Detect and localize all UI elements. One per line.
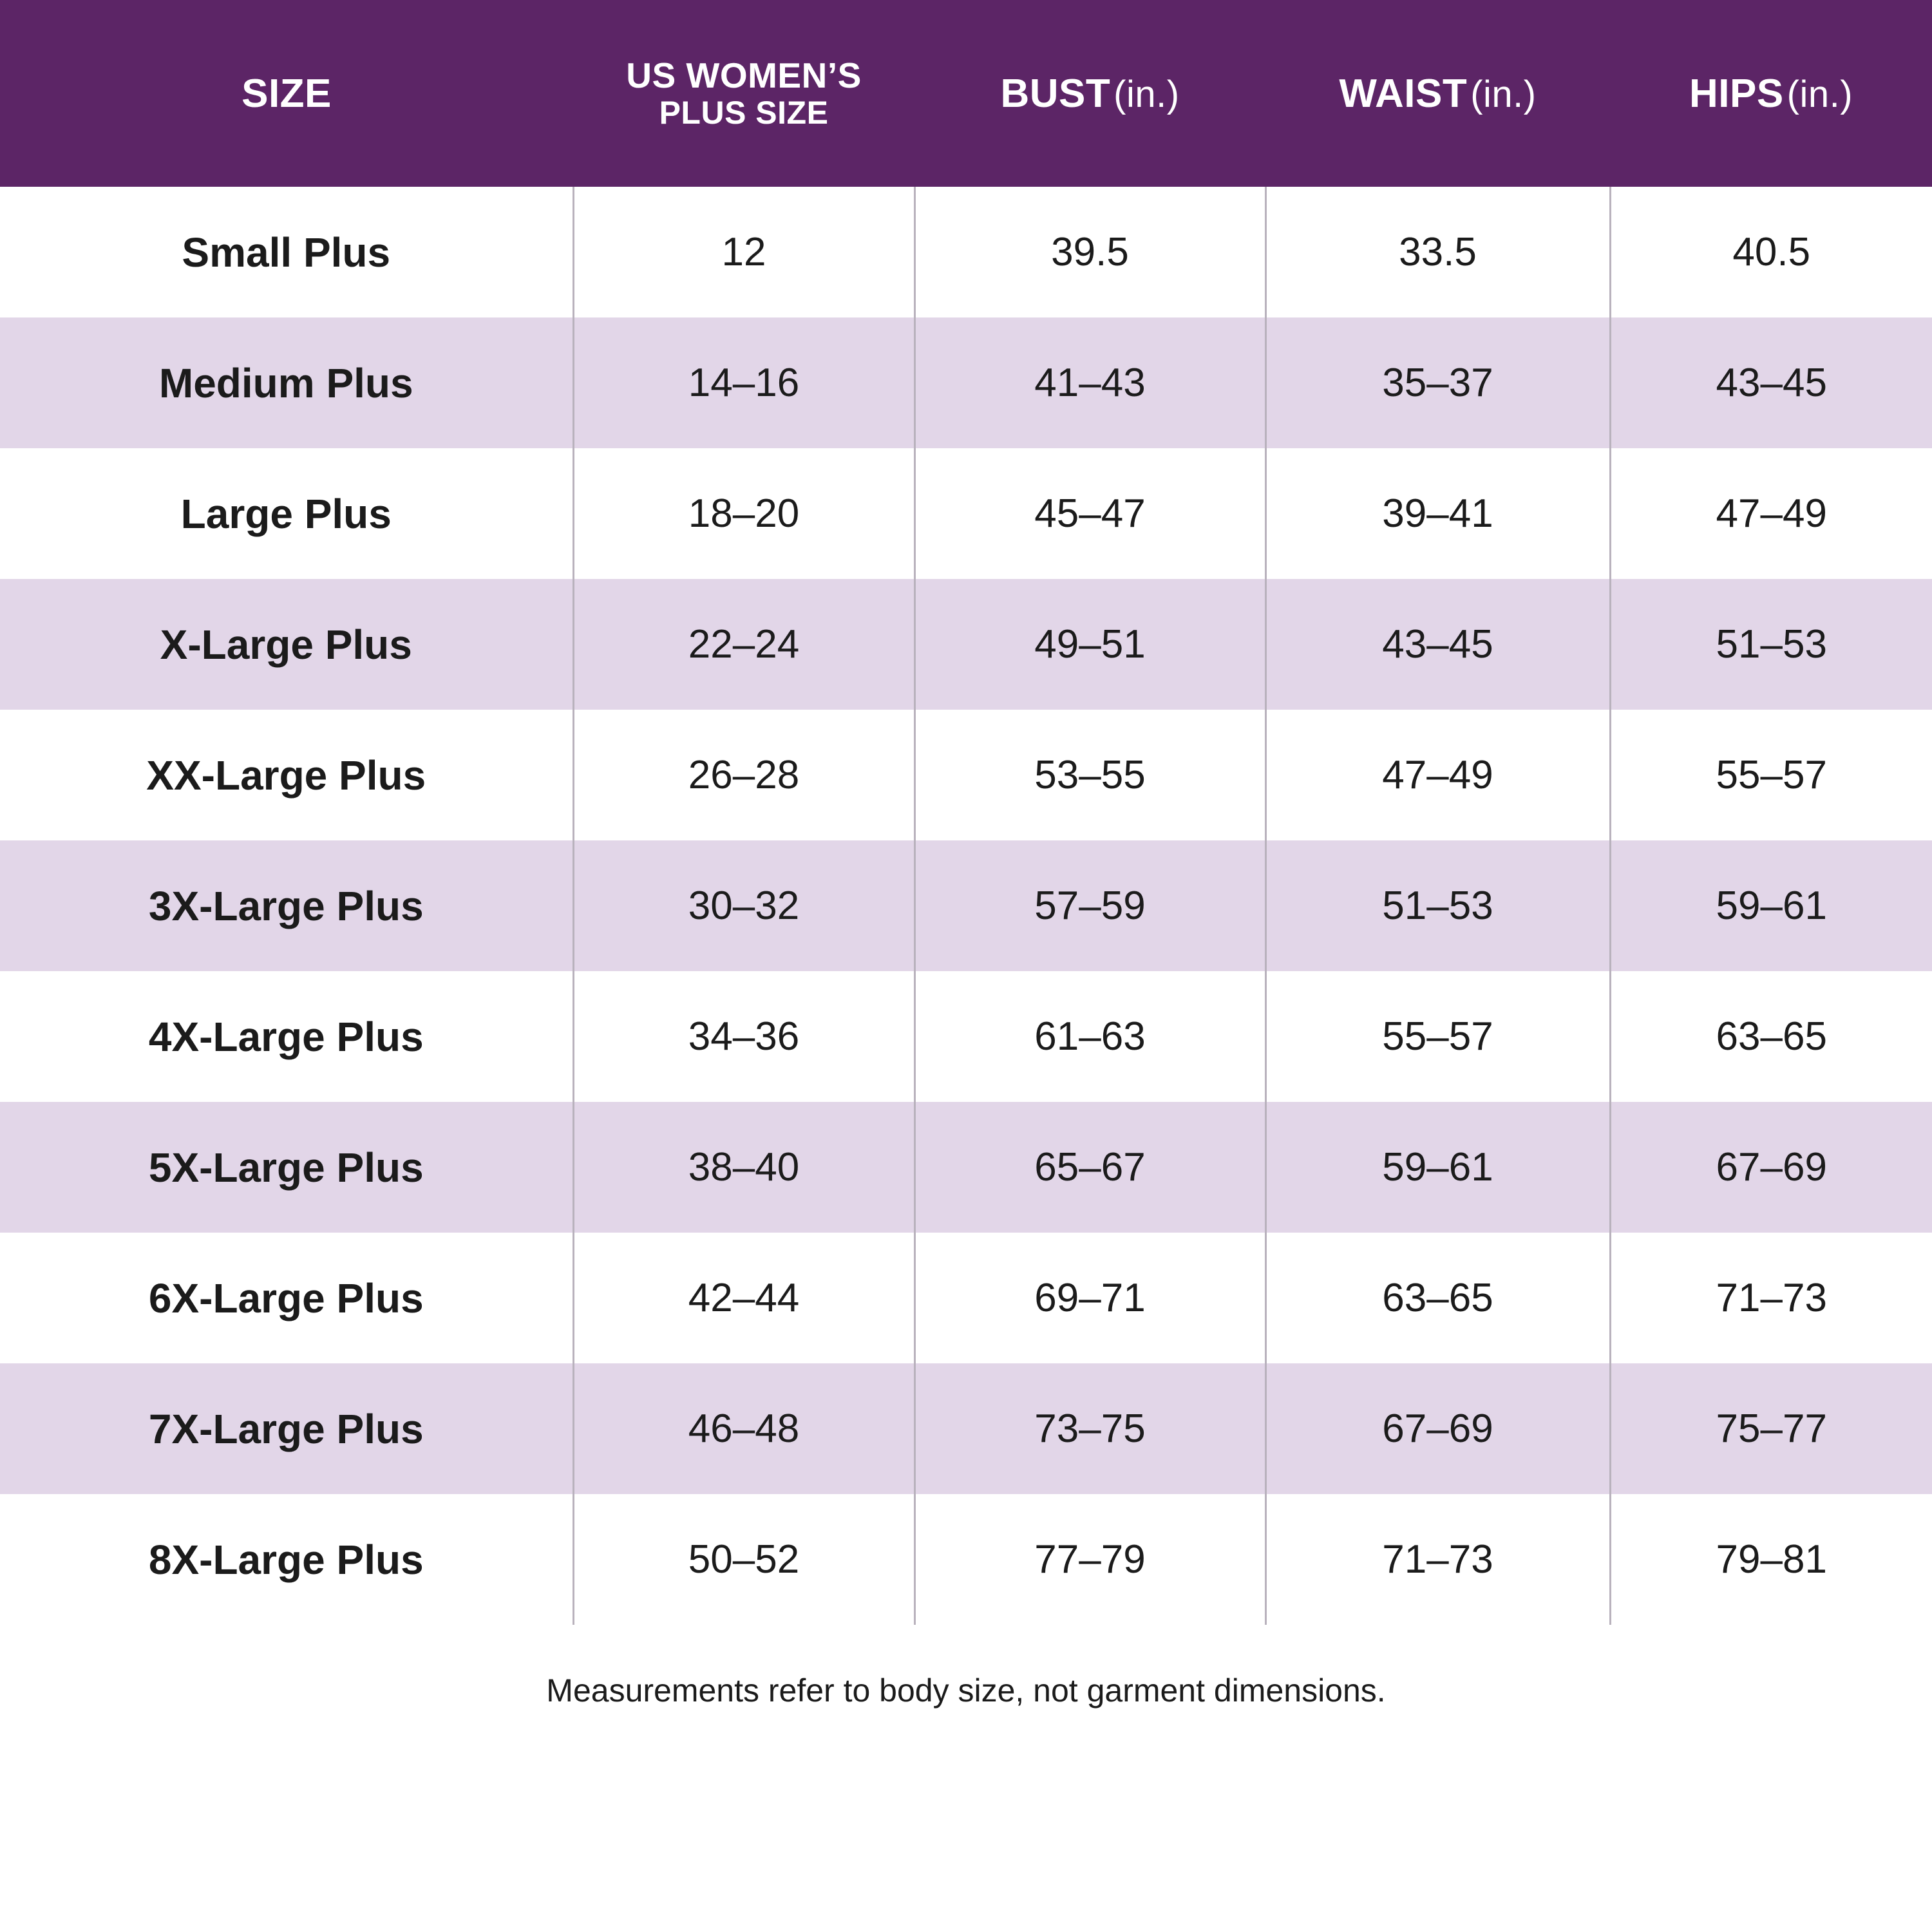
cell-us-plus-size: 50–52 [573,1494,914,1625]
cell-waist: 33.5 [1265,187,1610,317]
cell-waist: 39–41 [1265,448,1610,579]
column-header-waist-unit: (in.) [1470,73,1537,115]
table-row [0,840,1932,971]
column-header-bust-unit: (in.) [1113,73,1180,115]
cell-bust: 61–63 [914,971,1265,1102]
cell-size: 6X-Large Plus [148,1274,424,1321]
cell-us-plus-size: 14–16 [573,317,914,448]
cell-waist: 47–49 [1265,710,1610,840]
cell-bust: 65–67 [914,1102,1265,1233]
cell-waist: 55–57 [1265,971,1610,1102]
column-header-bust [914,0,1265,187]
cell-us-plus-size: 46–48 [573,1363,914,1494]
table-row [0,1494,1932,1625]
cell-size: Medium Plus [158,359,413,406]
column-header-us-plus-line2: PLUS SIZE [659,94,829,131]
cell-size: 5X-Large Plus [148,1144,424,1191]
column-header-waist [1265,0,1610,187]
cell-size: Small Plus [182,229,391,276]
cell-us-plus-size: 12 [573,187,914,317]
cell-hips: 71–73 [1610,1233,1932,1363]
table-header [0,0,1932,187]
table-row [0,1363,1932,1494]
header-row [0,0,1932,187]
column-header-waist-label: WAIST [1339,71,1468,116]
cell-bust: 39.5 [914,187,1265,317]
cell-bust: 69–71 [914,1233,1265,1363]
cell-waist: 51–53 [1265,840,1610,971]
cell-us-plus-size: 34–36 [573,971,914,1102]
cell-us-plus-size: 30–32 [573,840,914,971]
table-body [0,187,1932,1756]
cell-hips: 63–65 [1610,971,1932,1102]
cell-bust: 57–59 [914,840,1265,971]
table-row [0,971,1932,1102]
column-header-size [0,0,573,187]
table-row [0,317,1932,448]
column-header-bust-label: BUST [1000,71,1111,116]
cell-size: 8X-Large Plus [148,1536,424,1583]
table-row [0,1233,1932,1363]
table-row [0,1102,1932,1233]
cell-hips: 67–69 [1610,1102,1932,1233]
cell-waist: 43–45 [1265,579,1610,710]
cell-waist: 63–65 [1265,1233,1610,1363]
column-header-us-plus-size [573,0,914,187]
footnote-text: Measurements refer to body size, not garment dimensions. [0,1625,1932,1756]
table-row [0,710,1932,840]
column-header-size-label: SIZE [242,71,332,116]
cell-bust: 73–75 [914,1363,1265,1494]
cell-size: 3X-Large Plus [148,882,424,929]
cell-bust: 49–51 [914,579,1265,710]
cell-waist: 71–73 [1265,1494,1610,1625]
cell-hips: 43–45 [1610,317,1932,448]
cell-us-plus-size: 26–28 [573,710,914,840]
table-row [0,448,1932,579]
cell-hips: 59–61 [1610,840,1932,971]
cell-us-plus-size: 38–40 [573,1102,914,1233]
cell-hips: 79–81 [1610,1494,1932,1625]
cell-size: Large Plus [180,490,392,537]
cell-bust: 41–43 [914,317,1265,448]
cell-hips: 40.5 [1610,187,1932,317]
cell-hips: 75–77 [1610,1363,1932,1494]
cell-hips: 47–49 [1610,448,1932,579]
table-row [0,187,1932,317]
column-header-hips [1610,0,1932,187]
cell-us-plus-size: 42–44 [573,1233,914,1363]
table-row [0,579,1932,710]
cell-size: 7X-Large Plus [148,1405,424,1452]
cell-us-plus-size: 18–20 [573,448,914,579]
cell-bust: 53–55 [914,710,1265,840]
cell-waist: 67–69 [1265,1363,1610,1494]
cell-size: X-Large Plus [160,621,412,668]
cell-hips: 55–57 [1610,710,1932,840]
cell-bust: 77–79 [914,1494,1265,1625]
footnote-row [0,1625,1932,1756]
cell-hips: 51–53 [1610,579,1932,710]
cell-bust: 45–47 [914,448,1265,579]
column-header-us-plus-line1: US WOMEN’S [626,55,862,96]
cell-waist: 59–61 [1265,1102,1610,1233]
cell-size: 4X-Large Plus [148,1013,424,1060]
cell-waist: 35–37 [1265,317,1610,448]
column-header-hips-label: HIPS [1689,71,1784,116]
cell-us-plus-size: 22–24 [573,579,914,710]
cell-size: XX-Large Plus [146,752,426,799]
column-header-hips-unit: (in.) [1786,73,1853,115]
